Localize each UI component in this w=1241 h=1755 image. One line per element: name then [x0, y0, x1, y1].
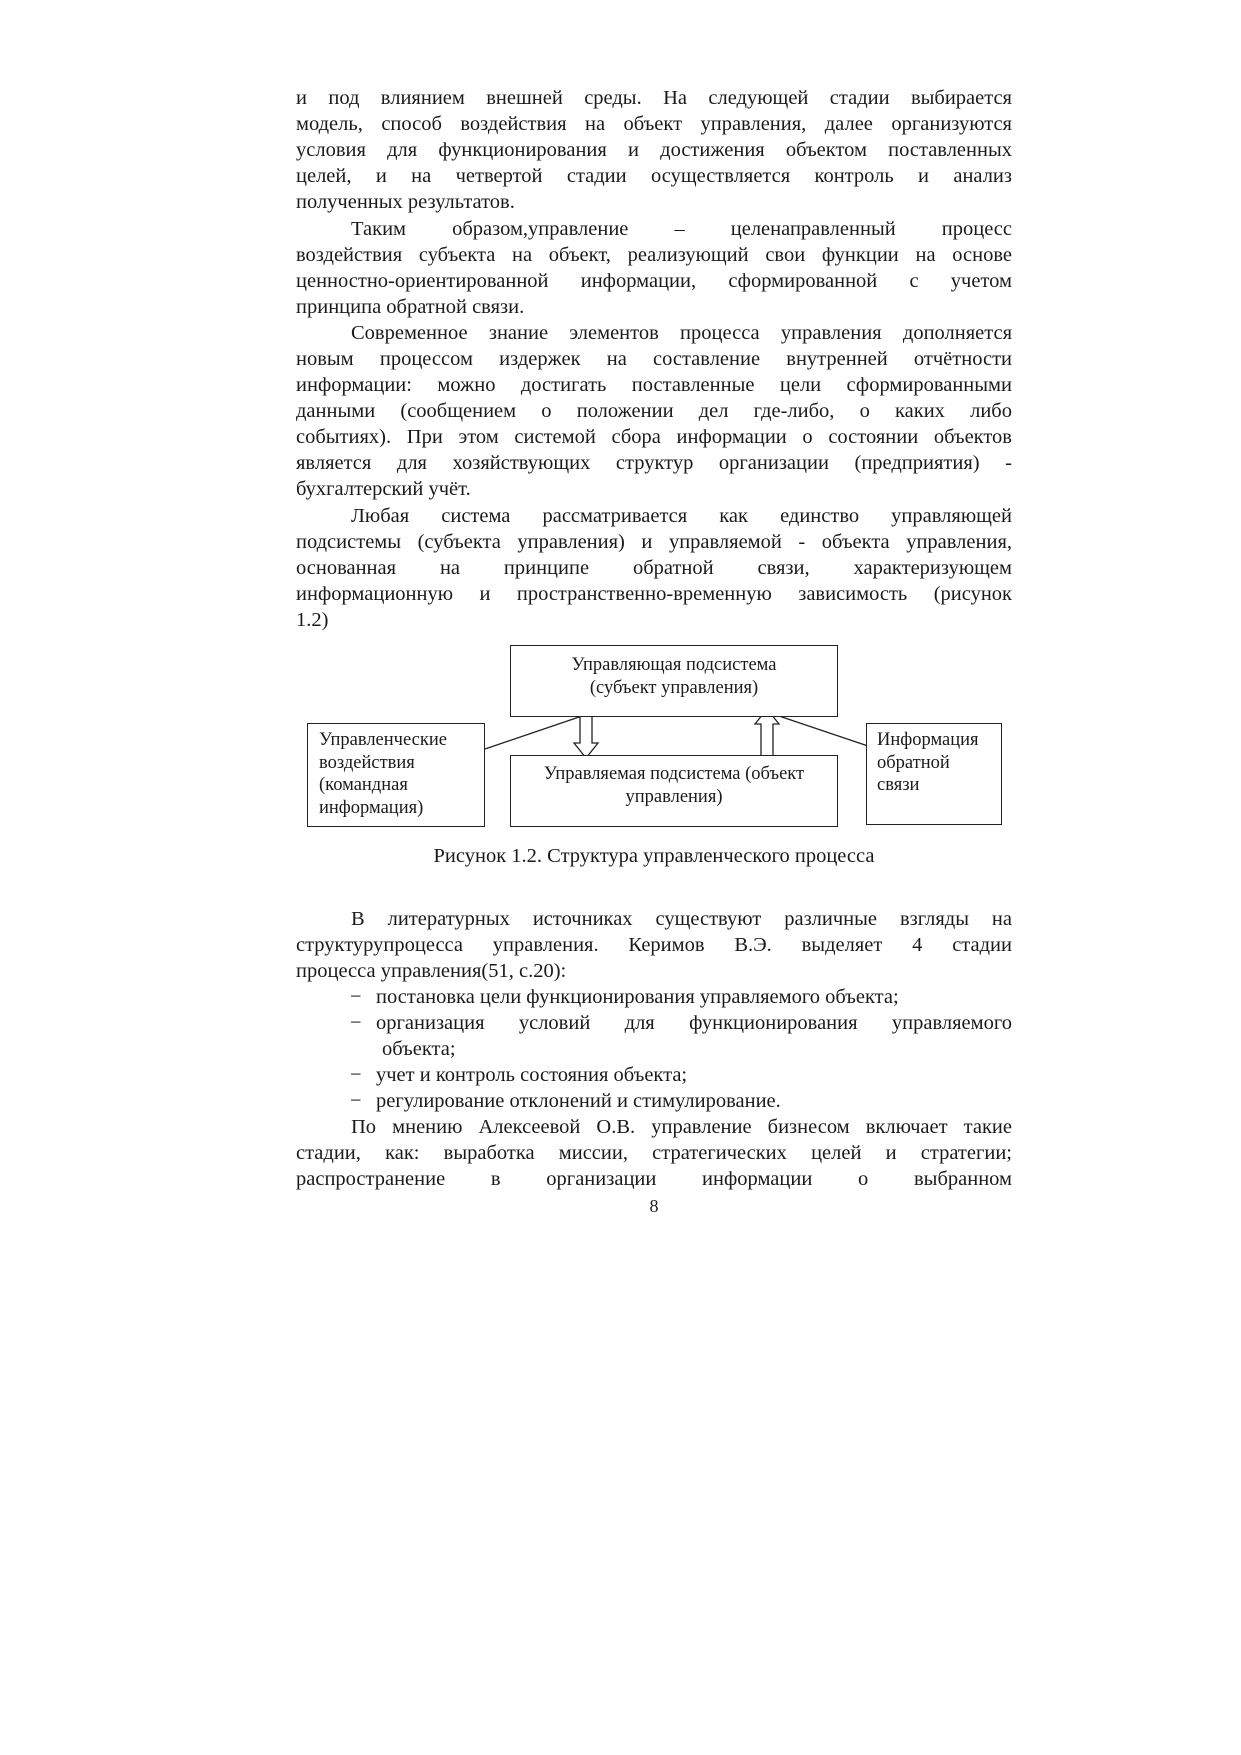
box-line: (субъект управления)	[589, 677, 759, 698]
box-line: обратной	[877, 752, 950, 773]
control-actions-box	[307, 723, 485, 827]
list-item-continuation: объекта;	[382, 1038, 456, 1060]
text-line: целей, и на четвертой стадии осуществляется контроль и анализ	[296, 165, 1012, 187]
text-line: ценностно-ориентированной информации, сформированной с учетом	[296, 270, 1012, 292]
box-line: Информация	[877, 730, 979, 750]
text-line: По мнению Алексеевой О.В. управление бизнесом включает такие	[351, 1116, 1012, 1138]
box-line: воздействия	[319, 752, 415, 773]
page-number: 8	[649, 1196, 659, 1216]
feedback-info-box	[866, 723, 1002, 825]
text-line: распространение в организации информации о выбранном	[296, 1168, 1012, 1190]
text-line: бухгалтерский учёт.	[296, 478, 471, 500]
text-line: является для хозяйствующих структур организации (предприятия) -	[296, 452, 1012, 474]
list-dash: −	[350, 986, 362, 1008]
box-line: (командная	[319, 775, 408, 795]
text-line: Современное знание элементов процесса управления дополняется	[351, 322, 1012, 344]
text-line: Таким образом,управление – целенаправленный процесс	[351, 218, 1012, 240]
list-item: регулирование отклонений и стимулирование.	[376, 1090, 781, 1112]
managing-subsystem-box	[510, 645, 838, 717]
list-item: учет и контроль состояния объекта;	[376, 1064, 688, 1086]
box-line: Управляющая подсистема	[571, 655, 777, 675]
text-line: условия для функционирования и достижения объектом поставленных	[296, 139, 1012, 161]
figure-caption: Рисунок 1.2. Структура управленческого процесса	[433, 845, 875, 867]
box-line: управления)	[625, 786, 723, 807]
list-item: организация условий для функционирования управляемого	[376, 1012, 1012, 1034]
text-line: принципа обратной связи.	[296, 296, 525, 318]
list-item: постановка цели функционирования управляемого объекта;	[376, 986, 899, 1008]
right-connector-line	[779, 716, 868, 746]
text-line: и под влиянием внешней среды. На следующей стадии выбирается	[296, 87, 1012, 109]
text-line: событиях). При этом системой сбора информации о состоянии объектов	[296, 426, 1012, 448]
list-dash: −	[350, 1090, 362, 1112]
text-line: полученных результатов.	[296, 191, 515, 213]
text-line: 1.2)	[296, 609, 329, 631]
text-line: данными (сообщением о положении дел где-либо, о каких либо	[296, 400, 1012, 422]
text-line: модель, способ воздействия на объект управления, далее организуются	[296, 113, 1012, 135]
text-line: стадии, как: выработка миссии, стратегических целей и стратегии;	[296, 1142, 1012, 1164]
text-line: Любая система рассматривается как единство управляющей	[351, 505, 1012, 527]
text-line: новым процессом издержек на составление внутренней отчётности	[296, 348, 1012, 370]
box-line: связи	[877, 775, 920, 795]
text-line: основанная на принципе обратной связи, характеризующем	[296, 557, 1012, 579]
text-line: информации: можно достигать поставленные цели сформированными	[296, 374, 1012, 396]
box-line: информация)	[319, 797, 424, 818]
box-line: Управленческие	[319, 730, 447, 750]
text-line: информационную и пространственно-временную зависимость (рисунок	[296, 583, 1012, 605]
text-line: воздействия субъекта на объект, реализующий свои функции на основе	[296, 244, 1012, 266]
left-connector-line	[485, 716, 582, 749]
text-line: В литературных источниках существуют различные взгляды на	[351, 908, 1012, 930]
text-line: структурупроцесса управления. Керимов В.Э. выделяет 4 стадии	[296, 934, 1012, 956]
list-dash: −	[350, 1012, 362, 1034]
list-dash: −	[350, 1064, 362, 1086]
box-line: Управляемая подсистема (объект	[543, 764, 805, 784]
text-line: процесса управления(51, с.20):	[296, 960, 567, 982]
managed-subsystem-box	[510, 755, 838, 827]
down-arrow-icon	[574, 711, 598, 758]
text-line: подсистемы (субъекта управления) и управляемой - объекта управления,	[296, 531, 1012, 553]
